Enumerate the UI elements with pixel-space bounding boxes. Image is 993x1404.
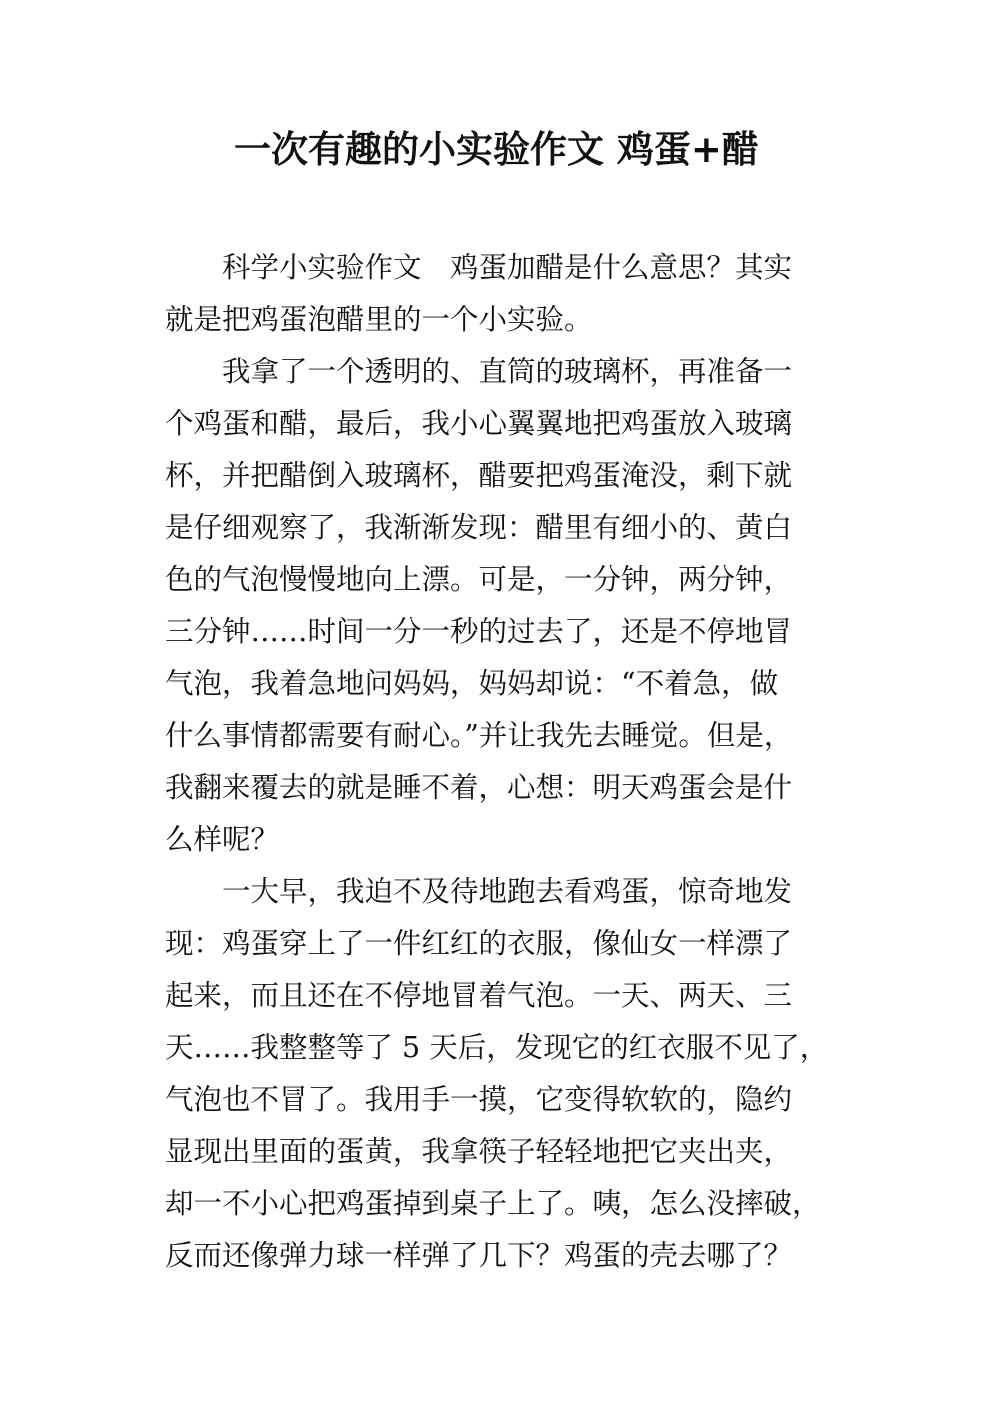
paragraph-line: 气泡，我着急地问妈妈，妈妈却说：“不着急，做 — [165, 667, 779, 700]
paragraph-line: 气泡也不冒了。我用手一摸，它变得软软的，隐约 — [165, 1083, 793, 1116]
paragraph-line: 是仔细观察了，我渐渐发现：醋里有细小的、黄白 — [165, 511, 793, 544]
paragraph-line: 三分钟……时间一分一秒的过去了，还是不停地冒 — [165, 615, 793, 648]
paragraph-line: 显现出里面的蛋黄，我拿筷子轻轻地把它夹出夹， — [165, 1135, 793, 1168]
paragraph-line: 什么事情都需要有耐心。”并让我先去睡觉。但是， — [165, 719, 793, 752]
paragraph-line: 就是把鸡蛋泡醋里的一个小实验。 — [165, 303, 593, 336]
paragraph-line: 一大早，我迫不及待地跑去看鸡蛋，惊奇地发 — [222, 875, 793, 908]
paragraph-3 — [165, 866, 830, 1282]
paragraph-line: 个鸡蛋和醋，最后，我小心翼翼地把鸡蛋放入玻璃 — [165, 407, 793, 440]
paragraph-line: 现：鸡蛋穿上了一件红红的衣服，像仙女一样漂了 — [165, 927, 793, 960]
paragraph-line: 我翻来覆去的就是睡不着，心想：明天鸡蛋会是什 — [165, 771, 793, 804]
paragraph-line: 却一不小心把鸡蛋掉到桌子上了。咦，怎么没摔破， — [165, 1187, 821, 1220]
paragraph-line: 么样呢？ — [165, 823, 280, 856]
document-body — [165, 242, 830, 1282]
paragraph-line: 科学小实验作文 鸡蛋加醋是什么意思？其实 — [222, 251, 793, 284]
document-title: 一次有趣的小实验作文 鸡蛋+醋 — [234, 128, 759, 171]
paragraph-1 — [165, 242, 830, 346]
paragraph-line: 天……我整整等了 5 天后，发现它的红衣服不见了， — [165, 1031, 829, 1064]
paragraph-line: 反而还像弹力球一样弹了几下？鸡蛋的壳去哪了？ — [165, 1239, 793, 1272]
paragraph-line: 我拿了一个透明的、直筒的玻璃杯，再准备一 — [222, 355, 793, 388]
paragraph-2 — [165, 346, 830, 866]
paragraph-line: 杯，并把醋倒入玻璃杯，醋要把鸡蛋淹没，剩下就 — [165, 459, 793, 492]
paragraph-line: 起来，而且还在不停地冒着气泡。一天、两天、三 — [165, 979, 793, 1012]
paragraph-line: 色的气泡慢慢地向上漂。可是，一分钟，两分钟， — [165, 563, 793, 596]
